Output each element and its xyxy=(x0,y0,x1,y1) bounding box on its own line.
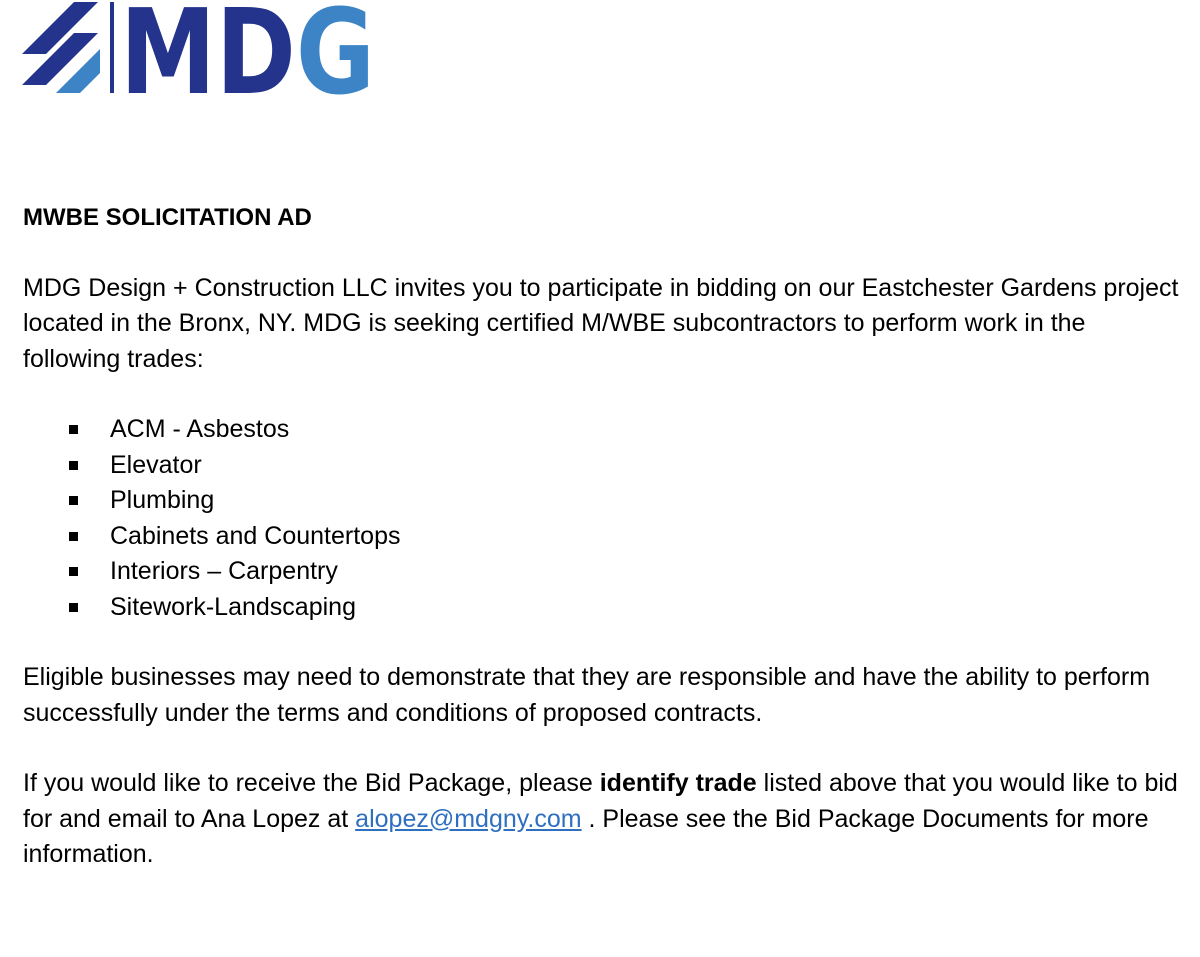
solicitation-document xyxy=(23,200,1183,873)
trade-label: Elevator xyxy=(110,450,202,479)
square-bullet-icon xyxy=(69,496,78,505)
list-item xyxy=(23,448,1183,484)
eligibility-paragraph: Eligible businesses may need to demonstrate that they are responsible and have the ability to perform successfully under the terms and conditions of proposed contracts. xyxy=(23,663,1151,727)
logo-stripe-1 xyxy=(22,2,98,54)
document-heading: MWBE SOLICITATION AD xyxy=(23,204,312,231)
closing-paragraph xyxy=(23,766,1183,873)
trade-label: Plumbing xyxy=(110,486,215,514)
logo-divider xyxy=(110,2,114,93)
trade-label: ACM - Asbestos xyxy=(110,415,290,443)
trade-label: Sitework-Landscaping xyxy=(110,592,356,621)
intro-paragraph: MDG Design + Construction LLC invites you to participate in bidding on our Eastchester Gardens project located in the Bronx, NY. MDG is seeking certified M/WBE subcontractors to perform work in the following trades: xyxy=(23,273,1179,373)
closing-text-1: If you would like to receive the Bid Package, please xyxy=(23,769,600,797)
mdg-logo-graphic xyxy=(22,0,393,121)
square-bullet-icon xyxy=(69,603,78,612)
list-item xyxy=(23,590,1183,626)
email-link[interactable]: alopez@mdgny.com xyxy=(355,804,582,833)
list-item xyxy=(23,483,1183,519)
list-item xyxy=(23,519,1183,555)
logo-letter-d: D xyxy=(215,0,314,121)
square-bullet-icon xyxy=(69,425,78,434)
square-bullet-icon xyxy=(69,461,78,470)
trades-list xyxy=(23,412,1183,625)
logo-letter-m: M xyxy=(120,0,238,121)
trade-label: Cabinets and Countertops xyxy=(110,521,401,550)
list-item xyxy=(23,412,1183,448)
closing-text-3: . Please see the Bid Package Documents for more information. xyxy=(23,804,1149,868)
list-item xyxy=(23,554,1183,590)
square-bullet-icon xyxy=(69,567,78,576)
logo-wordmark xyxy=(120,0,393,121)
closing-bold-text: identify trade xyxy=(599,769,757,797)
mdg-logo xyxy=(22,0,393,121)
square-bullet-icon xyxy=(69,532,78,541)
closing-text-2: listed above that you would like to bid for and email to Ana Lopez at xyxy=(23,769,1178,833)
trade-label: Interiors – Carpentry xyxy=(110,557,338,585)
logo-letter-g: G xyxy=(295,0,393,121)
